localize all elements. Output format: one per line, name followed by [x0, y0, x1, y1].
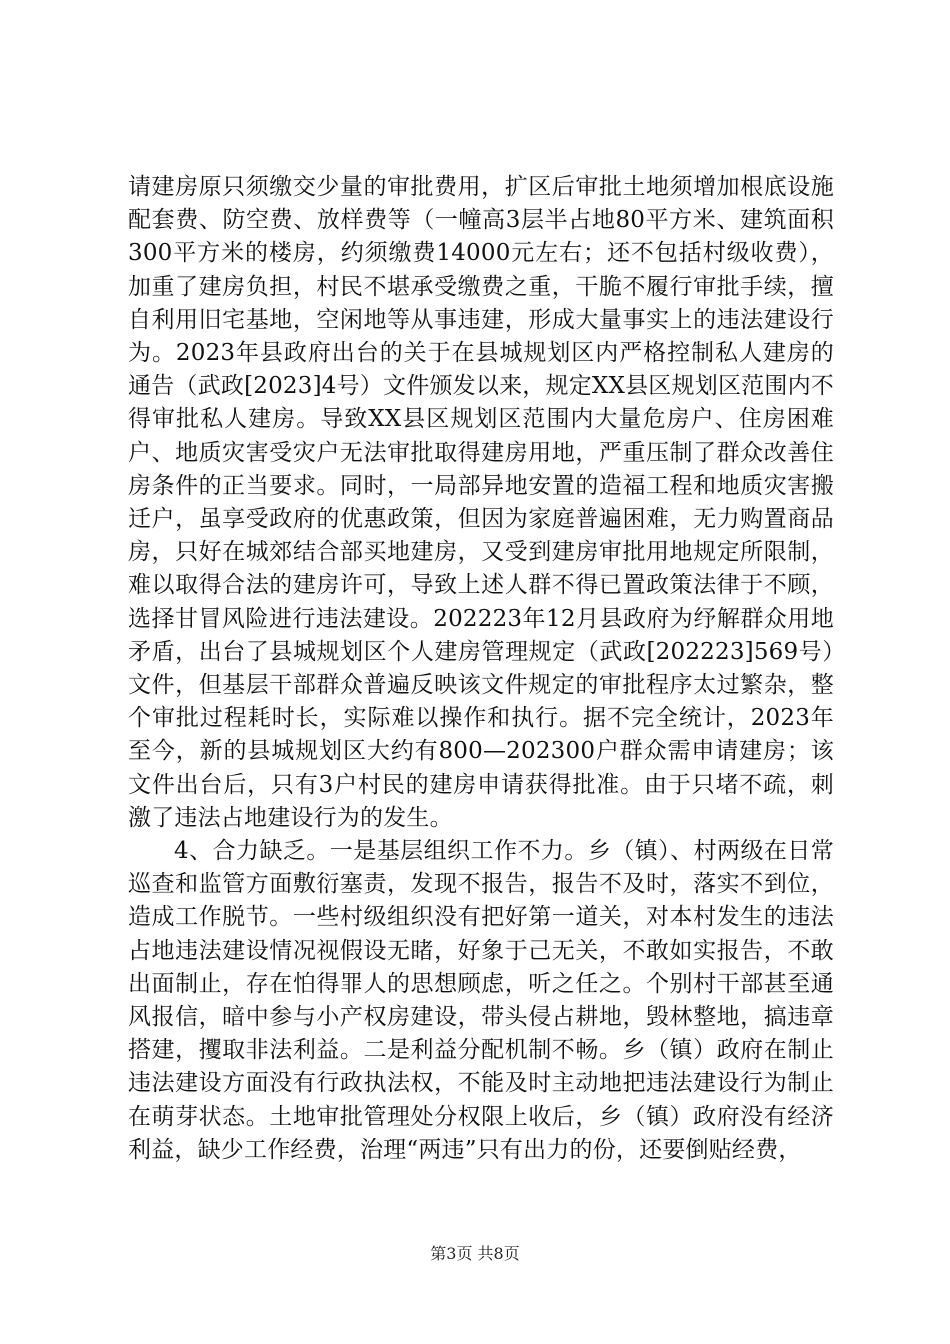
paragraph-section-4: 4、合力缺乏。一是基层组织工作不力。乡（镇）、村两级在日常巡查和监管方面敷衍塞责，发现不报告，报告不及时，落实不到位，造成工作脱节。一些村级组织没有把好第一道关，对本村发生的违法占地违法建设情况视假设无睹，好象于己无关，不敢如实报告，不敢出面制止，存在怕得罪人的思想顾虑，听之任之。个别村干部甚至通风报信，暗中参与小产权房建设，带头侵占耕地，毁林整地，搞违章搭建，攫取非法利益。二是利益分配机制不畅。乡（镇）政府在制止违法建设方面没有行政执法权，不能及时主动地把违法建设行为制止在萌芽状态。土地审批管理处分权限上收后，乡（镇）政府没有经济利益，缺少工作经费，治理“两违”只有出力的份，还要倒贴经费， — [128, 838, 834, 1163]
paragraph-continuation: 请建房原只须缴交少量的审批费用，扩区后审批土地须增加根底设施配套费、防空费、放样费等（一幢高3层半占地80平方米、建筑面积300平方米的楼房，约须缴费14000元左右；还不包括村级收费），加重了建房负担，村民不堪承受缴费之重，干脆不履行审批手续，擅自利用旧宅基地，空闲地等从事违建，形成大量事实上的违法建设行为。2023年县政府出台的关于在县城规划区内严格控制私人建房的通告（武政[2023]4号）文件颁发以来，规定XX县区规划区范围内不得审批私人建房。导致XX县区规划区范围内大量危房户、住房困难户、地质灾害受灾户无法审批取得建房用地，严重压制了群众改善住房条件的正当要求。同时，一局部异地安置的造福工程和地质灾害搬迁户，虽享受政府的优惠政策，但因为家庭普遍困难，无力购置商品房，只好在城郊结合部买地建房，又受到建房审批用地规定所限制，难以取得合法的建房许可，导致上述人群不得已置政策法律于不顾，选择甘冒风险进行违法建设。202223年12月县政府为纾解群众用地矛盾，出台了县城规划区个人建房管理规定（武政[202223]569号）文件，但基层干部群众普遍反映该文件规定的审批程序太过繁杂，整个审批过程耗时长，实际难以操作和执行。据不完全统计，2023年至今，新的县城规划区大约有800—202300户群众需申请建房；该文件出台后，只有3户村民的建房申请获得批准。由于只堵不疏，刺激了违法占地建设行为的发生。 — [128, 174, 834, 831]
document-body — [128, 171, 834, 1167]
page-number-footer: 第3页 共8页 — [430, 1244, 520, 1263]
